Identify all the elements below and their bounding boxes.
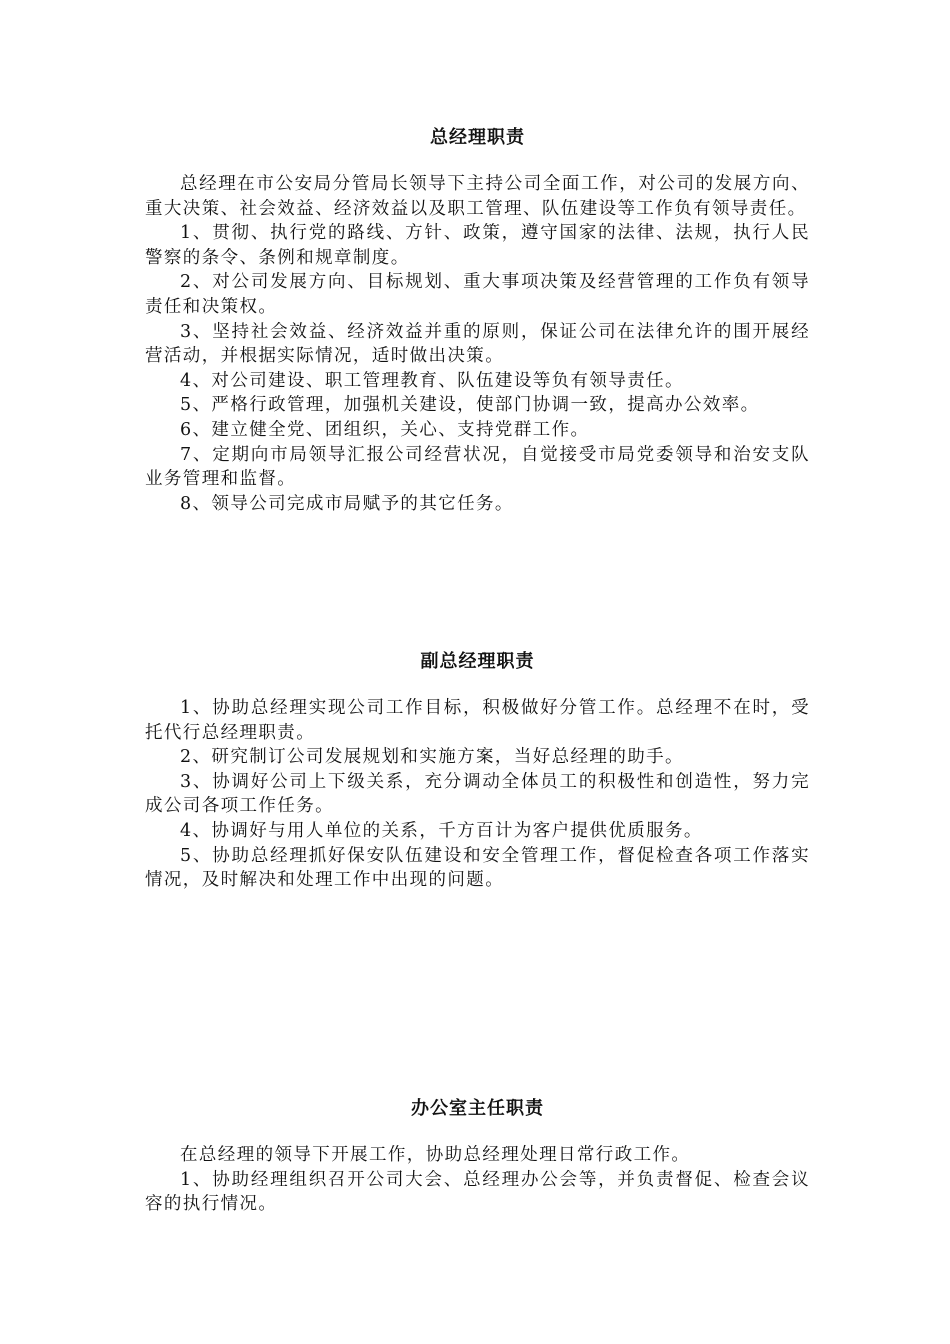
section-title: 总经理职责 (430, 127, 525, 148)
paragraph: 在总经理的领导下开展工作，协助总经理处理日常行政工作。 (180, 1145, 691, 1165)
paragraph: 8、领导公司完成市局赋予的其它任务。 (180, 493, 514, 514)
section-body (145, 696, 810, 893)
paragraph: 4、协调好与用人单位的关系，千方百计为客户提供优质服务。 (180, 820, 703, 841)
paragraph: 6、建立健全党、团组织，关心、支持党群工作。 (180, 419, 590, 440)
paragraph: 总经理在市公安局分管局长领导下主持公司全面工作，对公司的发展方向、重大决策、社会效益、经济效益以及职工管理、队伍建设等工作负有领导责任。 (145, 174, 810, 219)
paragraph: 1、协助经理组织召开公司大会、总经理办公会等，并负责督促、检查会议容的执行情况。 (145, 1169, 810, 1215)
section-office-director (145, 1097, 810, 1217)
section-general-manager (145, 126, 810, 516)
paragraph: 1、协助总经理实现公司工作目标，积极做好分管工作。总经理不在时，受托代行总经理职责。 (145, 698, 810, 743)
paragraph: 7、定期向市局领导汇报公司经营状况，自觉接受市局党委领导和治安支队业务管理和监督。 (145, 444, 810, 490)
paragraph: 3、坚持社会效益、经济效益并重的原则，保证公司在法律允许的围开展经营活动，并根据实际情况，适时做出决策。 (145, 321, 810, 367)
paragraph: 5、协助总经理抓好保安队伍建设和安全管理工作，督促检查各项工作落实情况，及时解决和处理工作中出现的问题。 (145, 845, 810, 891)
section-body (145, 1143, 810, 1217)
section-body (145, 172, 810, 516)
paragraph: 5、严格行政管理，加强机关建设，使部门协调一致，提高办公效率。 (180, 395, 760, 416)
paragraph: 4、对公司建设、职工管理教育、队伍建设等负有领导责任。 (180, 370, 684, 391)
section-title: 办公室主任职责 (411, 1098, 544, 1119)
section-deputy-general-manager (145, 650, 810, 893)
paragraph: 3、协调好公司上下级关系，充分调动全体员工的积极性和创造性，努力完成公司各项工作任务。 (145, 771, 810, 817)
paragraph: 1、贯彻、执行党的路线、方针、政策，遵守国家的法律、法规，执行人民警察的条令、条例和规章制度。 (145, 223, 810, 268)
paragraph: 2、研究制订公司发展规划和实施方案，当好总经理的助手。 (180, 747, 684, 768)
paragraph: 2、对公司发展方向、目标规划、重大事项决策及经营管理的工作负有领导责任和决策权。 (145, 272, 810, 317)
section-title: 副总经理职责 (420, 651, 535, 672)
